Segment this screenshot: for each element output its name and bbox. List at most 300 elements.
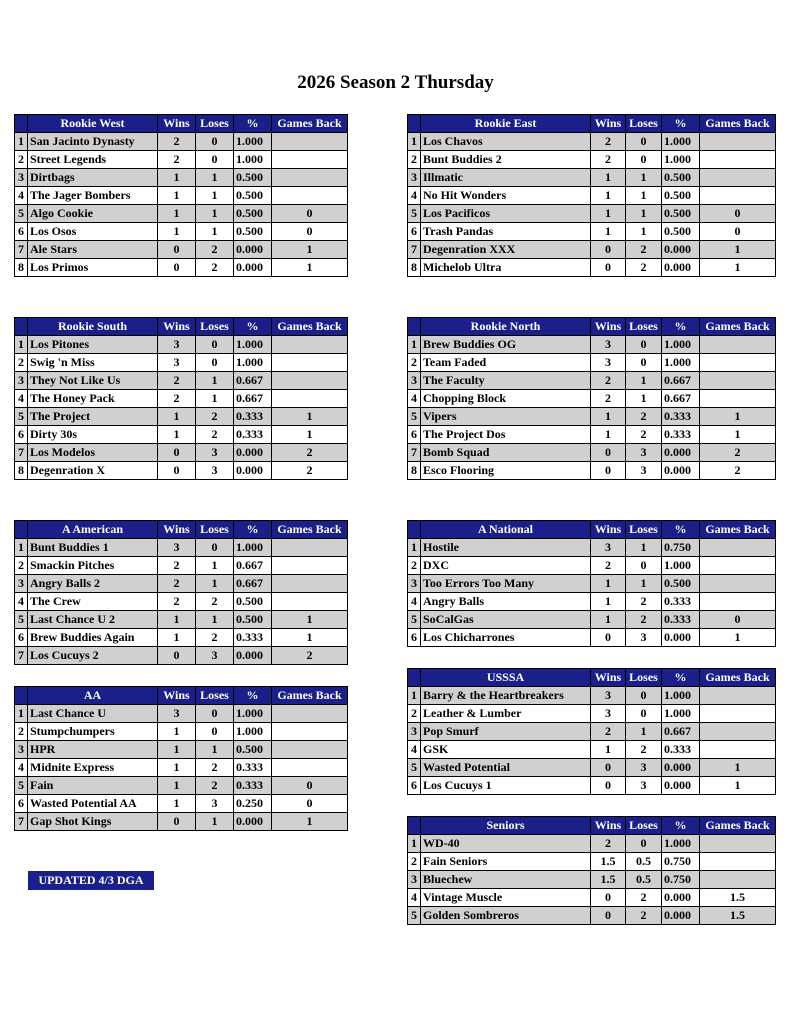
pct-cell: 0.667 [234,372,272,390]
pct-cell: 0.000 [662,462,700,480]
division-name-header: AA [28,687,158,705]
loses-cell: 2 [626,593,662,611]
pct-cell: 0.000 [234,647,272,665]
loses-cell: 1 [196,575,234,593]
pct-cell: 0.333 [662,408,700,426]
wins-cell: 1 [158,629,196,647]
loses-cell: 2 [196,426,234,444]
team-name-cell: Brew Buddies Again [28,629,158,647]
team-name-cell: Los Pitones [28,336,158,354]
wins-cell: 0 [591,629,626,647]
table-row [15,390,348,408]
team-name-cell: Barry & the Heartbreakers [421,687,591,705]
games-back-cell: 2 [272,444,348,462]
rank-cell: 3 [408,723,421,741]
wins-cell: 3 [591,354,626,372]
table-header-row [15,115,348,133]
pct-cell: 0.500 [234,223,272,241]
wins-cell: 1 [591,741,626,759]
team-name-cell: Street Legends [28,151,158,169]
team-name-cell: The Honey Pack [28,390,158,408]
team-name-cell: They Not Like Us [28,372,158,390]
rank-cell: 4 [408,390,421,408]
games-back-cell [700,687,776,705]
loses-cell: 0 [626,336,662,354]
team-name-cell: The Jager Bombers [28,187,158,205]
table-row [15,705,348,723]
wins-cell: 2 [158,372,196,390]
games-back-cell: 1 [700,259,776,277]
team-name-cell: Degenration XXX [421,241,591,259]
wins-cell: 1 [591,223,626,241]
table-row [408,372,776,390]
table-row [408,593,776,611]
games-back-cell [700,557,776,575]
pct-cell: 0.333 [234,408,272,426]
rank-cell: 2 [408,705,421,723]
team-name-cell: Smackin Pitches [28,557,158,575]
table-row [15,557,348,575]
standings-table-rookie-north [407,317,776,480]
games-back-cell: 1 [272,259,348,277]
wins-cell: 1 [591,593,626,611]
games-back-cell: 1 [272,611,348,629]
team-name-cell: Fain [28,777,158,795]
rank-cell: 2 [15,557,28,575]
wins-cell: 1 [158,426,196,444]
standings-table-aa [14,686,348,831]
loses-cell: 2 [196,759,234,777]
games-back-cell [272,354,348,372]
wins-cell: 2 [591,133,626,151]
team-name-cell: Los Pacificos [421,205,591,223]
team-name-cell: Illmatic [421,169,591,187]
loses-cell: 1 [626,723,662,741]
pct-cell: 1.000 [662,687,700,705]
loses-cell: 2 [626,889,662,907]
team-name-cell: Bunt Buddies 2 [421,151,591,169]
games-back-cell: 1 [700,408,776,426]
wins-header: Wins [158,115,196,133]
wins-cell: 1 [158,723,196,741]
rank-header [15,521,28,539]
rank-cell: 3 [408,372,421,390]
wins-cell: 0 [158,444,196,462]
rank-header [15,687,28,705]
games-back-cell: 1.5 [700,889,776,907]
table-header-row [15,318,348,336]
rank-cell: 4 [408,593,421,611]
table-row [408,871,776,889]
games-back-cell [272,723,348,741]
rank-cell: 1 [15,539,28,557]
games-back-cell [700,151,776,169]
wins-cell: 1 [591,611,626,629]
rank-header [408,817,421,835]
rank-cell: 4 [15,187,28,205]
games-back-cell [700,835,776,853]
rank-cell: 1 [15,705,28,723]
table-row [15,777,348,795]
rank-cell: 2 [408,151,421,169]
table-header-row [15,687,348,705]
rank-cell: 5 [15,408,28,426]
loses-cell: 3 [196,462,234,480]
table-row [15,759,348,777]
loses-cell: 2 [626,611,662,629]
games-back-cell [700,372,776,390]
pct-cell: 0.000 [234,462,272,480]
pct-header: % [234,521,272,539]
games-back-cell [700,354,776,372]
table-row [408,907,776,925]
loses-cell: 2 [626,907,662,925]
rank-cell: 7 [15,647,28,665]
team-name-cell: Hostile [421,539,591,557]
wins-cell: 1 [591,408,626,426]
pct-cell: 0.500 [662,187,700,205]
loses-cell: 2 [626,241,662,259]
team-name-cell: Brew Buddies OG [421,336,591,354]
games-back-cell [272,336,348,354]
table-row [408,741,776,759]
rank-cell: 1 [408,687,421,705]
division-name-header: Rookie South [28,318,158,336]
standings-table-rookie-south [14,317,348,480]
wins-cell: 0 [158,259,196,277]
pct-cell: 0.000 [662,259,700,277]
games-back-cell: 1 [700,777,776,795]
standings-table-rookie-east [407,114,776,277]
team-name-cell: San Jacinto Dynasty [28,133,158,151]
division-name-header: Seniors [421,817,591,835]
rank-cell: 4 [15,759,28,777]
games-back-cell [700,593,776,611]
team-name-cell: Los Chicharrones [421,629,591,647]
pct-cell: 0.750 [662,539,700,557]
loses-cell: 1 [196,372,234,390]
games-back-cell: 0 [700,611,776,629]
wins-cell: 3 [158,539,196,557]
team-name-cell: No Hit Wonders [421,187,591,205]
pct-header: % [234,115,272,133]
wins-cell: 1 [591,426,626,444]
pct-header: % [662,817,700,835]
team-name-cell: Dirty 30s [28,426,158,444]
pct-header: % [662,669,700,687]
pct-cell: 0.000 [234,444,272,462]
wins-cell: 0 [158,462,196,480]
loses-header: Loses [196,687,234,705]
rank-header [408,115,421,133]
team-name-cell: Leather & Lumber [421,705,591,723]
team-name-cell: Swig 'n Miss [28,354,158,372]
rank-cell: 4 [408,187,421,205]
games-back-cell [700,723,776,741]
rank-cell: 5 [408,205,421,223]
wins-cell: 0 [591,462,626,480]
games-back-cell [272,741,348,759]
loses-cell: 1 [196,611,234,629]
table-row [408,611,776,629]
table-row [408,557,776,575]
rank-cell: 2 [408,557,421,575]
games-back-cell [700,871,776,889]
wins-cell: 1 [158,741,196,759]
games-back-cell [700,390,776,408]
loses-cell: 1 [196,187,234,205]
pct-cell: 0.667 [234,557,272,575]
rank-cell: 1 [408,133,421,151]
team-name-cell: The Faculty [421,372,591,390]
team-name-cell: Los Cucuys 1 [421,777,591,795]
wins-cell: 0 [158,241,196,259]
games-back-cell [272,151,348,169]
wins-cell: 1.5 [591,853,626,871]
team-name-cell: Vipers [421,408,591,426]
games-back-header: Games Back [700,669,776,687]
team-name-cell: Midnite Express [28,759,158,777]
loses-cell: 2 [196,259,234,277]
wins-cell: 2 [591,151,626,169]
table-row [15,795,348,813]
rank-cell: 1 [15,336,28,354]
games-back-cell: 0 [272,777,348,795]
games-back-cell: 1 [272,408,348,426]
table-row [408,354,776,372]
loses-cell: 1 [626,223,662,241]
team-name-cell: WD-40 [421,835,591,853]
games-back-cell [700,187,776,205]
pct-cell: 1.000 [234,133,272,151]
games-back-cell [272,133,348,151]
wins-header: Wins [591,817,626,835]
games-back-cell [272,187,348,205]
pct-cell: 0.500 [662,223,700,241]
wins-cell: 2 [591,835,626,853]
rank-cell: 5 [408,408,421,426]
loses-cell: 0 [196,133,234,151]
division-name-header: A American [28,521,158,539]
wins-cell: 0 [158,813,196,831]
games-back-cell: 0 [272,205,348,223]
team-name-cell: Esco Flooring [421,462,591,480]
loses-cell: 0 [196,151,234,169]
pct-cell: 0.000 [234,259,272,277]
wins-cell: 3 [591,539,626,557]
loses-header: Loses [196,115,234,133]
table-row [408,187,776,205]
team-name-cell: Fain Seniors [421,853,591,871]
pct-cell: 1.000 [234,354,272,372]
wins-cell: 1 [158,223,196,241]
table-row [408,705,776,723]
rank-cell: 5 [408,907,421,925]
rank-cell: 7 [15,241,28,259]
table-row [15,647,348,665]
rank-cell: 2 [15,354,28,372]
team-name-cell: Bomb Squad [421,444,591,462]
team-name-cell: DXC [421,557,591,575]
games-back-cell [272,539,348,557]
wins-cell: 2 [591,723,626,741]
rank-cell: 7 [408,241,421,259]
rank-header [408,669,421,687]
loses-cell: 2 [196,241,234,259]
games-back-cell: 0 [700,205,776,223]
table-row [15,539,348,557]
table-row [15,444,348,462]
games-back-cell [272,575,348,593]
wins-cell: 1 [591,575,626,593]
loses-cell: 1 [196,223,234,241]
table-row [15,133,348,151]
table-row [408,259,776,277]
rank-header [15,318,28,336]
wins-cell: 0 [158,647,196,665]
pct-cell: 0.500 [234,593,272,611]
team-name-cell: Team Faded [421,354,591,372]
pct-header: % [662,521,700,539]
pct-cell: 0.333 [234,777,272,795]
team-name-cell: SoCalGas [421,611,591,629]
wins-cell: 2 [158,151,196,169]
team-name-cell: Michelob Ultra [421,259,591,277]
table-row [15,629,348,647]
pct-cell: 0.000 [662,759,700,777]
pct-cell: 0.750 [662,871,700,889]
games-back-cell [700,575,776,593]
wins-cell: 2 [158,575,196,593]
team-name-cell: Bluechew [421,871,591,889]
rank-cell: 2 [408,354,421,372]
rank-cell: 8 [408,259,421,277]
loses-cell: 2 [626,259,662,277]
loses-cell: 2 [196,408,234,426]
games-back-cell [272,372,348,390]
wins-cell: 3 [591,705,626,723]
wins-cell: 1 [158,611,196,629]
team-name-cell: Ale Stars [28,241,158,259]
rank-header [408,521,421,539]
team-name-cell: Angry Balls 2 [28,575,158,593]
pct-cell: 0.500 [662,575,700,593]
table-row [15,426,348,444]
games-back-cell: 1 [272,629,348,647]
team-name-cell: Gap Shot Kings [28,813,158,831]
rank-header [15,115,28,133]
wins-cell: 3 [158,354,196,372]
pct-cell: 1.000 [234,705,272,723]
table-row [408,889,776,907]
table-row [408,723,776,741]
pct-cell: 0.000 [662,889,700,907]
rank-cell: 6 [408,777,421,795]
wins-cell: 3 [591,687,626,705]
rank-cell: 2 [15,723,28,741]
loses-header: Loses [626,318,662,336]
pct-cell: 1.000 [662,835,700,853]
games-back-cell [272,759,348,777]
table-row [15,354,348,372]
pct-cell: 0.333 [234,629,272,647]
rank-cell: 7 [15,444,28,462]
rank-cell: 5 [15,611,28,629]
rank-cell: 6 [408,426,421,444]
pct-cell: 1.000 [234,151,272,169]
loses-cell: 1 [626,169,662,187]
loses-header: Loses [196,318,234,336]
games-back-cell: 2 [700,462,776,480]
team-name-cell: Bunt Buddies 1 [28,539,158,557]
games-back-cell: 2 [272,647,348,665]
loses-cell: 2 [196,593,234,611]
table-row [15,813,348,831]
wins-cell: 2 [158,133,196,151]
wins-cell: 1 [158,777,196,795]
rank-cell: 1 [408,835,421,853]
loses-cell: 2 [626,408,662,426]
rank-cell: 6 [15,223,28,241]
pct-header: % [662,115,700,133]
rank-cell: 3 [15,169,28,187]
loses-cell: 1 [626,575,662,593]
wins-cell: 2 [591,372,626,390]
loses-cell: 2 [626,741,662,759]
games-back-cell [272,593,348,611]
table-row [408,223,776,241]
wins-cell: 3 [158,705,196,723]
pct-cell: 1.000 [662,354,700,372]
wins-cell: 1.5 [591,871,626,889]
pct-cell: 0.000 [234,813,272,831]
loses-cell: 0.5 [626,871,662,889]
loses-cell: 1 [196,390,234,408]
wins-cell: 1 [158,187,196,205]
wins-cell: 1 [158,169,196,187]
wins-cell: 1 [158,795,196,813]
loses-cell: 3 [196,444,234,462]
rank-cell: 8 [15,462,28,480]
pct-cell: 0.750 [662,853,700,871]
loses-cell: 0 [196,539,234,557]
table-row [408,539,776,557]
table-row [408,629,776,647]
rank-cell: 6 [15,795,28,813]
pct-cell: 0.667 [662,390,700,408]
team-name-cell: Chopping Block [421,390,591,408]
wins-cell: 1 [158,408,196,426]
table-row [15,372,348,390]
pct-cell: 0.500 [234,205,272,223]
games-back-cell [700,853,776,871]
games-back-cell: 0 [272,795,348,813]
team-name-cell: Los Modelos [28,444,158,462]
standings-table-seniors [407,816,776,925]
loses-cell: 1 [196,205,234,223]
rank-cell: 5 [15,777,28,795]
wins-cell: 1 [158,759,196,777]
games-back-cell: 1 [272,813,348,831]
games-back-cell [700,539,776,557]
wins-cell: 2 [158,593,196,611]
team-name-cell: Pop Smurf [421,723,591,741]
pct-cell: 1.000 [234,336,272,354]
team-name-cell: Algo Cookie [28,205,158,223]
loses-cell: 0 [626,354,662,372]
rank-cell: 7 [15,813,28,831]
table-row [15,336,348,354]
